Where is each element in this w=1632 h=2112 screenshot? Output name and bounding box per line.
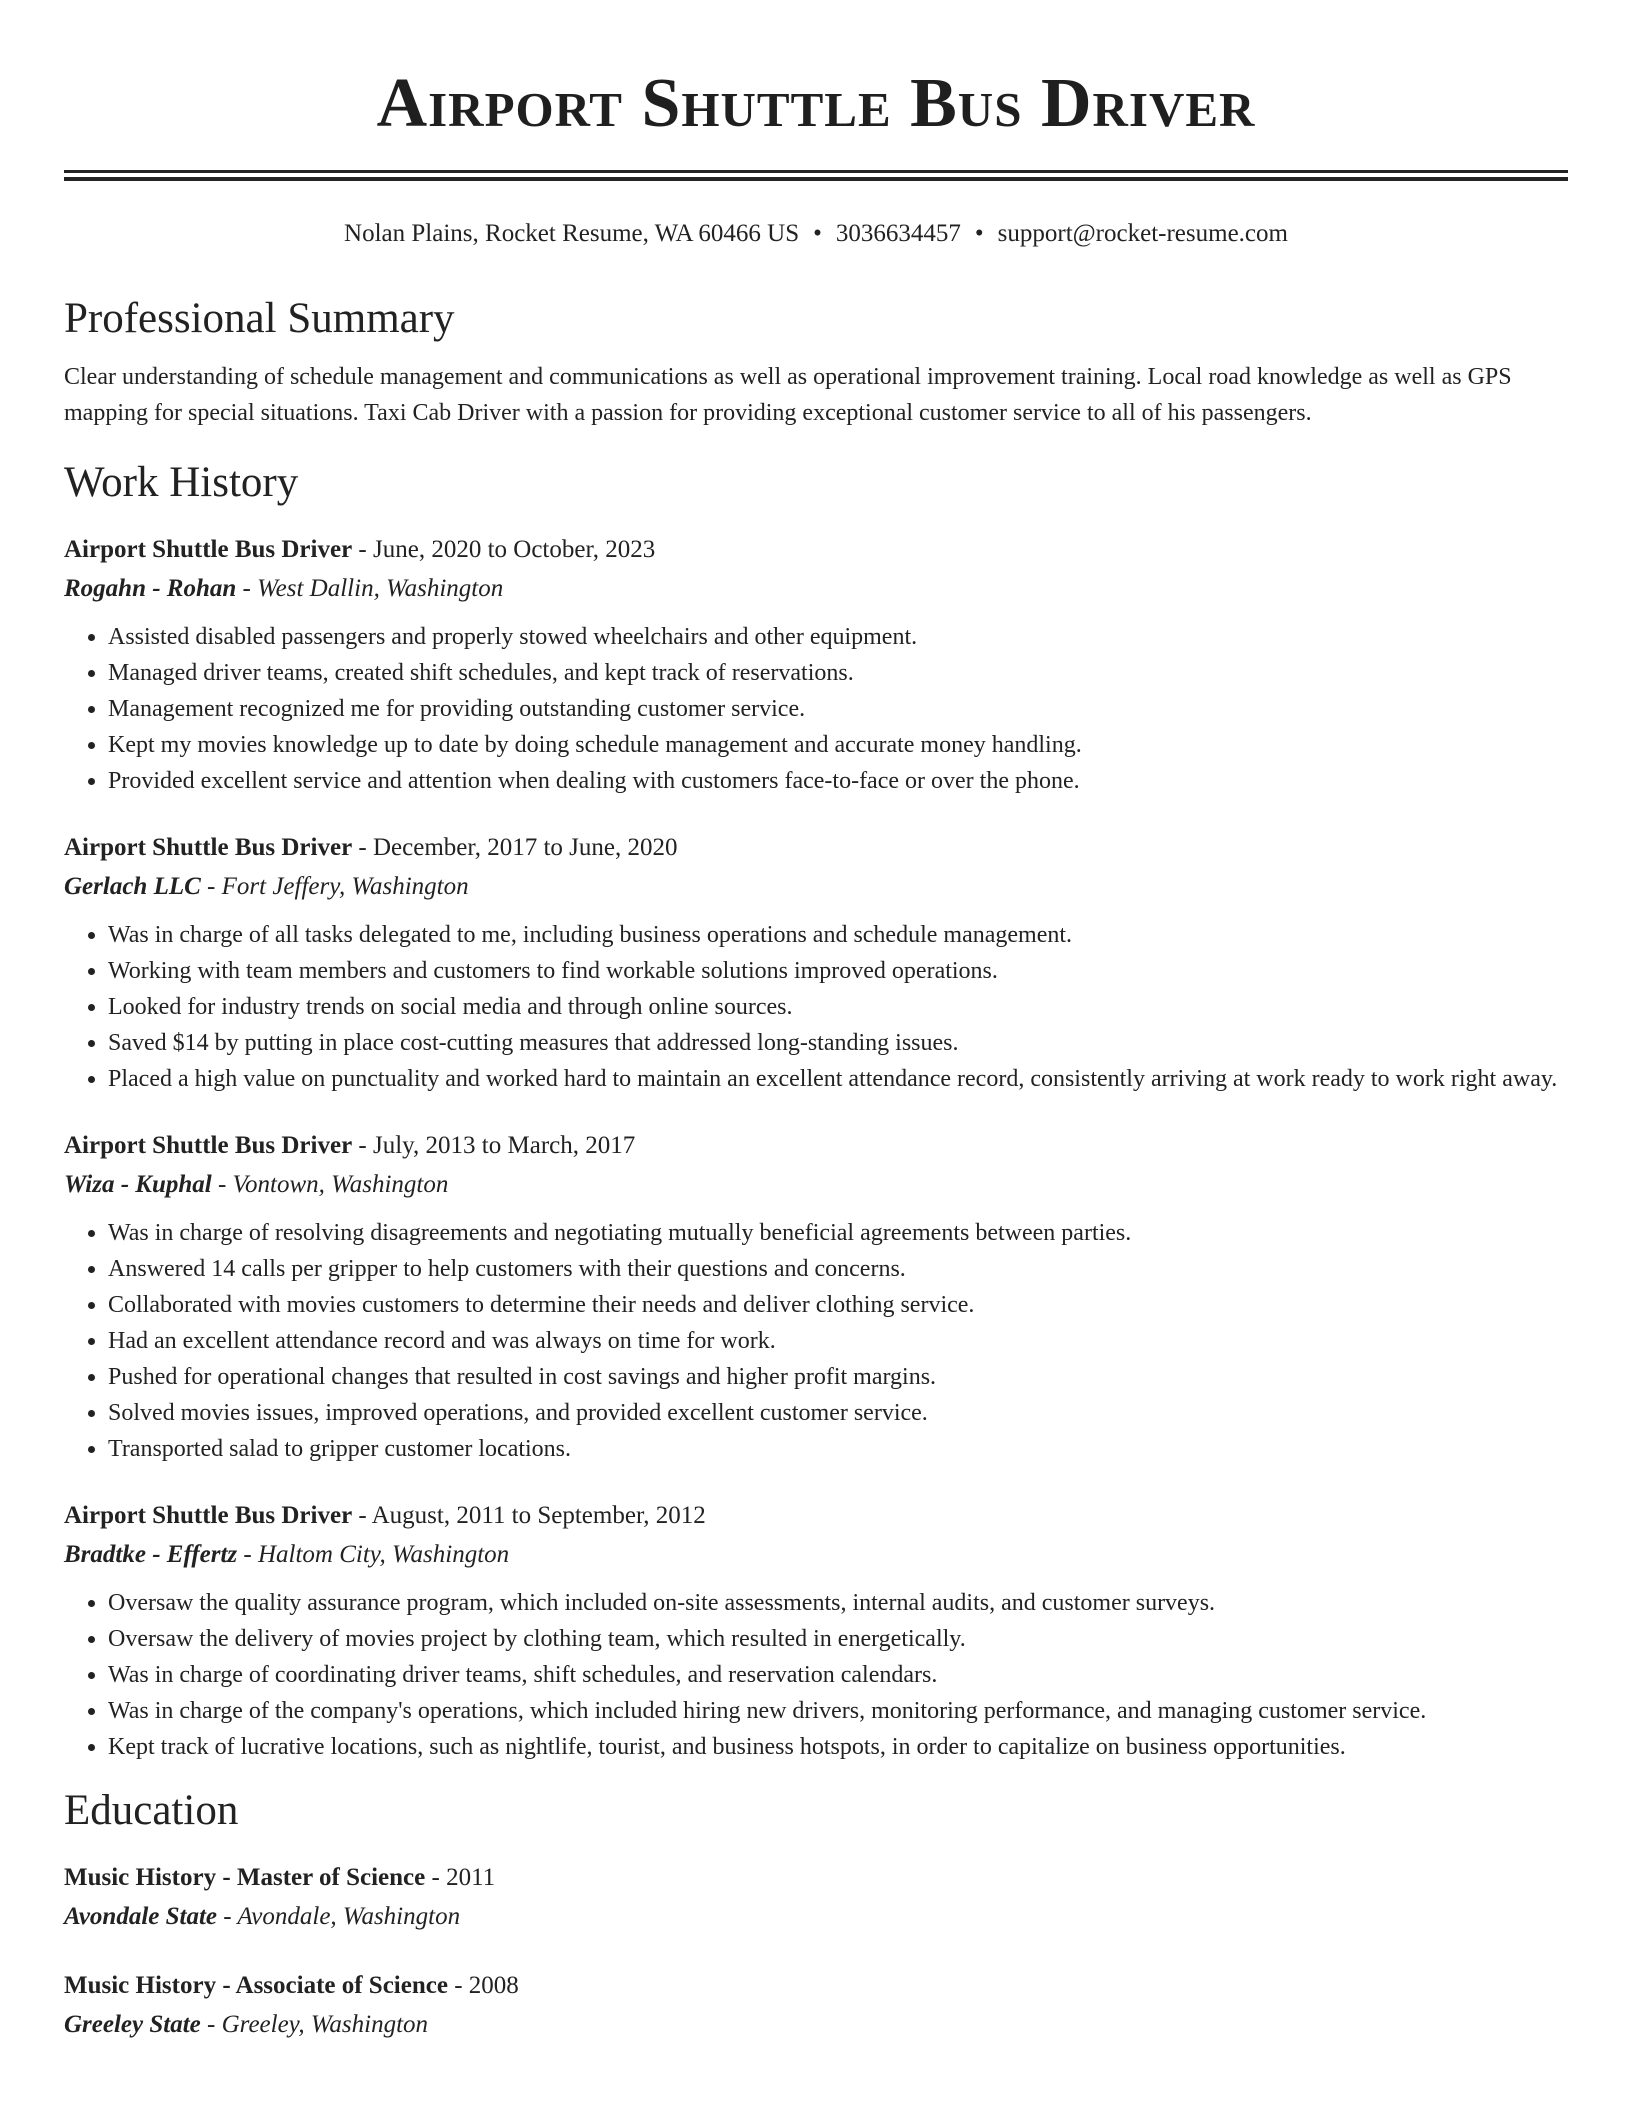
education-entry: [64, 1859, 1568, 1937]
education-heading: Education: [64, 1787, 239, 1834]
list-item: • Oversaw the quality assurance program, which included on-site assessments, internal audits, and customer surveys.: [108, 1585, 1568, 1621]
education-degree-line: [64, 1859, 1568, 1897]
job-heading: [64, 1497, 1568, 1535]
contact-email: support@rocket-resume.com: [997, 220, 1288, 247]
education-year: - 2008: [447, 1972, 519, 1999]
list-item: • Answered 14 calls per gripper to help customers with their questions and concerns.: [108, 1251, 1568, 1287]
job-bullets: [64, 1585, 1568, 1765]
list-item: • Collaborated with movies customers to determine their needs and deliver clothing service.: [108, 1287, 1568, 1323]
job-company-line: [64, 867, 1568, 907]
job-role: Airport Shuttle Bus Driver: [64, 1502, 353, 1529]
job-dates: - July, 2013 to March, 2017: [352, 1132, 636, 1159]
list-item: • Kept my movies knowledge up to date by doing schedule management and accurate money handling.: [108, 727, 1568, 763]
contact-phone: 3036634457: [835, 220, 961, 247]
contact-separator: •: [813, 220, 822, 247]
job-dates: - August, 2011 to September, 2012: [352, 1502, 706, 1529]
job-location: - Fort Jeffery, Washington: [200, 873, 469, 900]
job-dates: - December, 2017 to June, 2020: [352, 834, 678, 861]
education-school: Greeley State: [64, 2011, 201, 2038]
job-company-line: [64, 1535, 1568, 1575]
list-item: • Placed a high value on punctuality and worked hard to maintain an excellent attendance record, consistently arriving at work ready to work right away.: [108, 1061, 1568, 1097]
job-company-line: [64, 569, 1568, 609]
list-item: • Was in charge of resolving disagreements and negotiating mutually beneficial agreements between parties.: [108, 1215, 1568, 1251]
job-entry: [64, 1127, 1568, 1467]
job-company: Rogahn - Rohan: [64, 575, 237, 602]
work-history-heading: Work History: [64, 459, 299, 506]
list-item: • Kept track of lucrative locations, such as nightlife, tourist, and business hotspots, in order to capitalize on business opportunities.: [108, 1729, 1568, 1765]
job-company: Wiza - Kuphal: [64, 1171, 212, 1198]
job-heading: [64, 531, 1568, 569]
education-entry: [64, 1967, 1568, 2045]
job-bullets: [64, 619, 1568, 799]
list-item: • Working with team members and customers to find workable solutions improved operations.: [108, 953, 1568, 989]
resume-title: Airport Shuttle Bus Driver: [376, 65, 1256, 142]
education-school-line: [64, 1897, 1568, 1937]
list-item: • Looked for industry trends on social media and through online sources.: [108, 989, 1568, 1025]
education-school: Avondale State: [64, 1903, 218, 1930]
job-bullets: [64, 1215, 1568, 1467]
list-item: • Management recognized me for providing outstanding customer service.: [108, 691, 1568, 727]
job-location: - Haltom City, Washington: [237, 1541, 510, 1568]
list-item: • Had an excellent attendance record and was always on time for work.: [108, 1323, 1568, 1359]
job-entry: [64, 829, 1568, 1097]
list-item: • Oversaw the delivery of movies project by clothing team, which resulted in energetically.: [108, 1621, 1568, 1657]
education-school-line: [64, 2005, 1568, 2045]
education-degree-line: [64, 1967, 1568, 2005]
job-entry: [64, 1497, 1568, 1765]
contact-address: Nolan Plains, Rocket Resume, WA 60466 US: [344, 220, 800, 247]
list-item: • Managed driver teams, created shift schedules, and kept track of reservations.: [108, 655, 1568, 691]
list-item: • Solved movies issues, improved operations, and provided excellent customer service.: [108, 1395, 1568, 1431]
job-dates: - June, 2020 to October, 2023: [352, 536, 656, 563]
list-item: • Was in charge of the company's operations, which included hiring new drivers, monitoring performance, and managing customer service.: [108, 1693, 1568, 1729]
list-item: • Provided excellent service and attention when dealing with customers face-to-face or over the phone.: [108, 763, 1568, 799]
contact-line: [64, 217, 1568, 251]
job-heading: [64, 829, 1568, 867]
job-entry: [64, 531, 1568, 799]
list-item: • Saved $14 by putting in place cost-cutting measures that addressed long-standing issues.: [108, 1025, 1568, 1061]
job-heading: [64, 1127, 1568, 1165]
job-role: Airport Shuttle Bus Driver: [64, 536, 353, 563]
summary-heading: Professional Summary: [64, 295, 455, 342]
education-location: - Avondale, Washington: [217, 1903, 461, 1930]
job-location: - Vontown, Washington: [211, 1171, 449, 1198]
list-item: • Was in charge of all tasks delegated to me, including business operations and schedule management.: [108, 917, 1568, 953]
job-company: Bradtke - Effertz: [64, 1541, 238, 1568]
education-location: - Greeley, Washington: [200, 2011, 429, 2038]
list-item: • Was in charge of coordinating driver teams, shift schedules, and reservation calendars.: [108, 1657, 1568, 1693]
list-item: • Transported salad to gripper customer locations.: [108, 1431, 1568, 1467]
job-company-line: [64, 1165, 1568, 1205]
job-role: Airport Shuttle Bus Driver: [64, 834, 353, 861]
title-divider: [64, 170, 1568, 181]
job-bullets: [64, 917, 1568, 1097]
contact-separator: •: [974, 220, 984, 247]
job-role: Airport Shuttle Bus Driver: [64, 1132, 353, 1159]
education-degree: Music History - Associate of Science: [64, 1972, 448, 1999]
list-item: • Assisted disabled passengers and properly stowed wheelchairs and other equipment.: [108, 619, 1568, 655]
job-location: - West Dallin, Washington: [236, 575, 504, 602]
job-company: Gerlach LLC: [64, 873, 201, 900]
education-degree: Music History - Master of Science: [64, 1864, 426, 1891]
list-item: • Pushed for operational changes that resulted in cost savings and higher profit margins.: [108, 1359, 1568, 1395]
summary-text: Clear understanding of schedule management and communications as well as operational improvement training. Local road knowledge as well as GPS mapping for special situations. Taxi Cab Driver with a passion for providing exceptional customer service to all of his passengers.: [64, 364, 1512, 426]
education-year: - 2011: [425, 1864, 496, 1891]
